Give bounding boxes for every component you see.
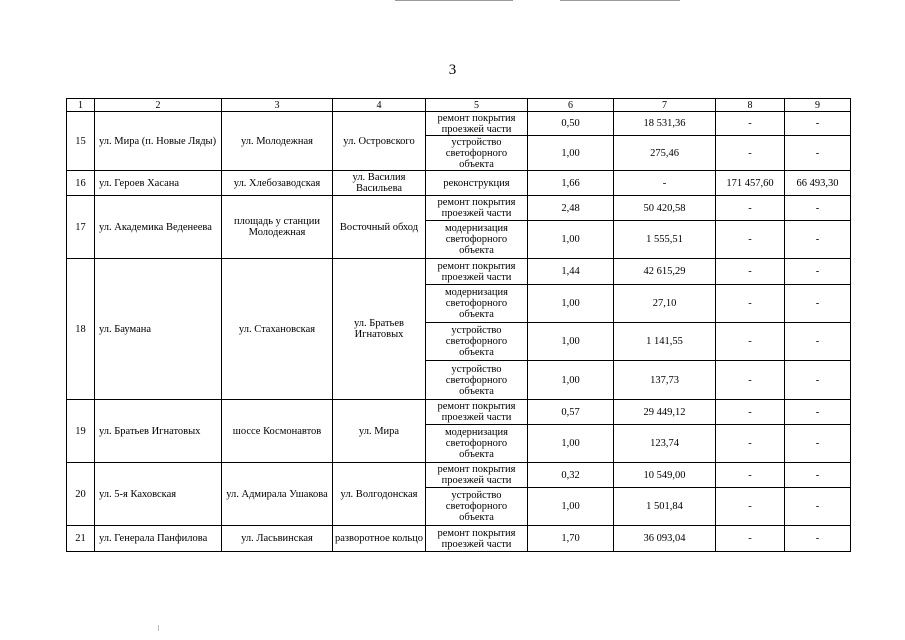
cost-cell: 1 555,51 (614, 221, 716, 259)
column8-cell: - (716, 400, 785, 425)
column9-cell: - (785, 488, 851, 526)
column8-cell: - (716, 526, 785, 552)
work-type-cell: ремонт покрытия проезжей части (426, 463, 528, 488)
length-cell: 1,44 (528, 259, 614, 285)
column-header: 4 (333, 99, 426, 112)
column8-cell: - (716, 361, 785, 400)
road-works-table (66, 98, 851, 552)
column-header: 6 (528, 99, 614, 112)
column8-cell: 171 457,60 (716, 171, 785, 196)
to-cell: Восточный обход (333, 196, 426, 259)
column8-cell: - (716, 196, 785, 221)
to-cell: разворотное кольцо (333, 526, 426, 552)
column8-cell: - (716, 221, 785, 259)
table-row (67, 400, 851, 425)
table-row (67, 463, 851, 488)
to-cell: ул. Островского (333, 112, 426, 171)
work-type-cell: ремонт покрытия проезжей части (426, 196, 528, 221)
cost-cell: 1 141,55 (614, 323, 716, 361)
column9-cell: - (785, 112, 851, 136)
scan-top-line (560, 0, 680, 1)
column9-cell: - (785, 425, 851, 463)
work-type-cell: модернизация светофорного объекта (426, 221, 528, 259)
table-row (67, 526, 851, 552)
work-type-cell: устройство светофорного объекта (426, 488, 528, 526)
work-type-cell: ремонт покрытия проезжей части (426, 400, 528, 425)
length-cell: 2,48 (528, 196, 614, 221)
from-cell: площадь у станции Молодежная (222, 196, 333, 259)
length-cell: 1,00 (528, 425, 614, 463)
column9-cell: - (785, 221, 851, 259)
length-cell: 0,50 (528, 112, 614, 136)
to-cell: ул. Мира (333, 400, 426, 463)
column-header: 3 (222, 99, 333, 112)
table-body (67, 99, 851, 552)
column-header: 8 (716, 99, 785, 112)
column9-cell: - (785, 526, 851, 552)
column9-cell: - (785, 400, 851, 425)
column8-cell: - (716, 136, 785, 171)
column9-cell: - (785, 285, 851, 323)
column-header: 5 (426, 99, 528, 112)
work-type-cell: ремонт покрытия проезжей части (426, 112, 528, 136)
work-type-cell: реконструкция (426, 171, 528, 196)
street-cell: ул. 5-я Каховская (95, 463, 222, 526)
cost-cell: 29 449,12 (614, 400, 716, 425)
column-header: 1 (67, 99, 95, 112)
street-cell: ул. Генерала Панфилова (95, 526, 222, 552)
length-cell: 1,00 (528, 488, 614, 526)
from-cell: ул. Ласьвинская (222, 526, 333, 552)
cost-cell: 27,10 (614, 285, 716, 323)
table-row (67, 196, 851, 221)
to-cell: ул. Волгодонская (333, 463, 426, 526)
column9-cell: - (785, 463, 851, 488)
work-type-cell: модернизация светофорного объекта (426, 425, 528, 463)
column-header: 2 (95, 99, 222, 112)
length-cell: 1,66 (528, 171, 614, 196)
row-number-cell: 15 (67, 112, 95, 171)
table-row (67, 112, 851, 136)
work-type-cell: ремонт покрытия проезжей части (426, 259, 528, 285)
work-type-cell: модернизация светофорного объекта (426, 285, 528, 323)
street-cell: ул. Академика Веденеева (95, 196, 222, 259)
work-type-cell: устройство светофорного объекта (426, 323, 528, 361)
column8-cell: - (716, 259, 785, 285)
column9-cell: - (785, 136, 851, 171)
length-cell: 1,00 (528, 221, 614, 259)
cost-cell: - (614, 171, 716, 196)
column8-cell: - (716, 323, 785, 361)
from-cell: шоссе Космонавтов (222, 400, 333, 463)
column8-cell: - (716, 285, 785, 323)
cost-cell: 1 501,84 (614, 488, 716, 526)
to-cell: ул. Василия Васильева (333, 171, 426, 196)
scan-top-line (395, 0, 513, 1)
table-row (67, 259, 851, 285)
column9-cell: - (785, 196, 851, 221)
from-cell: ул. Стахановская (222, 259, 333, 400)
length-cell: 1,00 (528, 361, 614, 400)
from-cell: ул. Адмирала Ушакова (222, 463, 333, 526)
length-cell: 0,57 (528, 400, 614, 425)
length-cell: 1,00 (528, 285, 614, 323)
length-cell: 1,00 (528, 136, 614, 171)
length-cell: 1,70 (528, 526, 614, 552)
cost-cell: 50 420,58 (614, 196, 716, 221)
cost-cell: 36 093,04 (614, 526, 716, 552)
row-number-cell: 19 (67, 400, 95, 463)
length-cell: 0,32 (528, 463, 614, 488)
from-cell: ул. Хлебозаводская (222, 171, 333, 196)
column8-cell: - (716, 463, 785, 488)
row-number-cell: 16 (67, 171, 95, 196)
cost-cell: 275,46 (614, 136, 716, 171)
column8-cell: - (716, 425, 785, 463)
column-header: 9 (785, 99, 851, 112)
page-number: 3 (448, 62, 457, 78)
street-cell: ул. Баумана (95, 259, 222, 400)
cost-cell: 123,74 (614, 425, 716, 463)
column9-cell: - (785, 259, 851, 285)
length-cell: 1,00 (528, 323, 614, 361)
scan-mark (158, 625, 159, 631)
cost-cell: 42 615,29 (614, 259, 716, 285)
cost-cell: 18 531,36 (614, 112, 716, 136)
column9-cell: - (785, 361, 851, 400)
column9-cell: - (785, 323, 851, 361)
row-number-cell: 17 (67, 196, 95, 259)
table-row (67, 171, 851, 196)
street-cell: ул. Мира (п. Новые Ляды) (95, 112, 222, 171)
work-type-cell: ремонт покрытия проезжей части (426, 526, 528, 552)
work-type-cell: устройство светофорного объекта (426, 136, 528, 171)
cost-cell: 10 549,00 (614, 463, 716, 488)
street-cell: ул. Героев Хасана (95, 171, 222, 196)
column8-cell: - (716, 112, 785, 136)
column-header: 7 (614, 99, 716, 112)
row-number-cell: 18 (67, 259, 95, 400)
column9-cell: 66 493,30 (785, 171, 851, 196)
work-type-cell: устройство светофорного объекта (426, 361, 528, 400)
cost-cell: 137,73 (614, 361, 716, 400)
street-cell: ул. Братьев Игнатовых (95, 400, 222, 463)
header-row (67, 99, 851, 112)
row-number-cell: 20 (67, 463, 95, 526)
to-cell: ул. Братьев Игнатовых (333, 259, 426, 400)
from-cell: ул. Молодежная (222, 112, 333, 171)
column8-cell: - (716, 488, 785, 526)
row-number-cell: 21 (67, 526, 95, 552)
